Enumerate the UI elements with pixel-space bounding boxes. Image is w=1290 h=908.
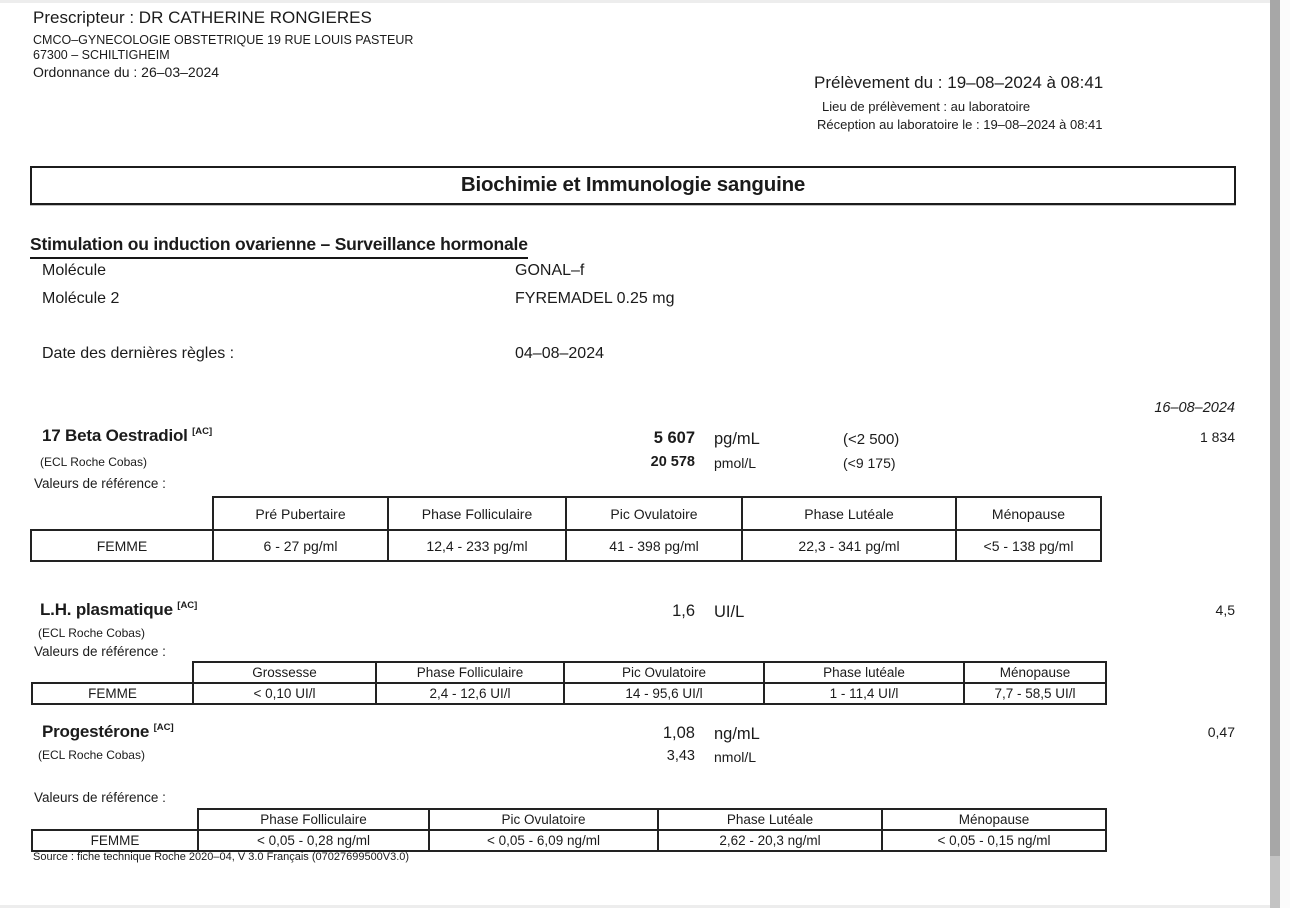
progesterone-reference-label: Valeurs de référence : bbox=[34, 790, 166, 805]
table-header-cell: Phase Folliculaire bbox=[198, 809, 429, 830]
molecule2-label: Molécule 2 bbox=[42, 290, 120, 307]
test-flag-ac: [AC] bbox=[192, 426, 213, 437]
table-data-row bbox=[32, 830, 1106, 851]
table-value-cell: <5 - 138 pg/ml bbox=[956, 530, 1101, 561]
prescriber-address-line2: 67300 – SCHILTIGHEIM bbox=[33, 48, 170, 62]
table-header-cell: Pic Ovulatoire bbox=[566, 497, 742, 530]
lh-result: 1,6 bbox=[672, 602, 695, 620]
lh-previous-value: 4,5 bbox=[1215, 602, 1235, 618]
table-row-label: FEMME bbox=[31, 530, 213, 561]
table-header-cell: Phase Folliculaire bbox=[388, 497, 566, 530]
table-header-cell: Pré Pubertaire bbox=[213, 497, 388, 530]
prescriber-address-line1: CMCO–GYNECOLOGIE OBSTETRIQUE 19 RUE LOUIS PASTEUR bbox=[33, 33, 414, 47]
table-value-cell: 22,3 - 341 pg/ml bbox=[742, 530, 956, 561]
table-value-cell: 41 - 398 pg/ml bbox=[566, 530, 742, 561]
table-header-cell: Grossesse bbox=[193, 662, 376, 683]
progesterone-previous-value: 0,47 bbox=[1207, 724, 1235, 740]
report-title: Biochimie et Immunologie sanguine bbox=[30, 166, 1236, 205]
progesterone-result-nmoll: 3,43 bbox=[666, 748, 695, 764]
test-name-text: 17 Beta Oestradiol bbox=[42, 426, 188, 445]
table-value-cell: 1 - 11,4 UI/l bbox=[764, 683, 964, 704]
progesterone-result-ngml: 1,08 bbox=[662, 724, 695, 742]
test-flag-ac: [AC] bbox=[153, 722, 174, 733]
test-name-text: L.H. plasmatique bbox=[40, 600, 173, 619]
table-data-row bbox=[32, 683, 1106, 704]
sampling-place: Lieu de prélèvement : au laboratoire bbox=[822, 99, 1031, 114]
progesterone-unit-ngml: ng/mL bbox=[714, 725, 760, 743]
progesterone-unit-nmoll: nmol/L bbox=[714, 749, 757, 765]
scrollbar-track-end bbox=[1270, 856, 1280, 908]
molecule2-value: FYREMADEL 0.25 mg bbox=[515, 290, 675, 307]
table-header-cell: Ménopause bbox=[964, 662, 1106, 683]
oestradiol-method: (ECL Roche Cobas) bbox=[40, 455, 147, 469]
table-header-cell: Phase Lutéale bbox=[658, 809, 882, 830]
oestradiol-reference-label: Valeurs de référence : bbox=[34, 476, 166, 491]
page-top-edge bbox=[0, 0, 1290, 3]
last-period-label: Date des dernières règles : bbox=[42, 345, 235, 362]
table-corner-cell bbox=[32, 662, 193, 683]
test-name-text: Progestérone bbox=[42, 722, 150, 741]
page-right-margin bbox=[1280, 0, 1290, 908]
table-row-label: FEMME bbox=[32, 683, 193, 704]
table-value-cell: 12,4 - 233 pg/ml bbox=[388, 530, 566, 561]
table-header-cell: Pic Ovulatoire bbox=[429, 809, 658, 830]
oestradiol-refrange-pgml: (<2 500) bbox=[843, 431, 900, 448]
progesterone-method: (ECL Roche Cobas) bbox=[38, 748, 145, 762]
table-header-cell: Ménopause bbox=[956, 497, 1101, 530]
table-value-cell: 2,4 - 12,6 UI/l bbox=[376, 683, 564, 704]
table-header-row bbox=[31, 497, 1101, 530]
molecule1-label: Molécule bbox=[42, 262, 107, 279]
table-value-cell: 6 - 27 pg/ml bbox=[213, 530, 388, 561]
sampling-date: Prélèvement du : 19–08–2024 à 08:41 bbox=[814, 73, 1104, 92]
oestradiol-refrange-pmoll: (<9 175) bbox=[843, 455, 896, 471]
table-header-cell: Phase Folliculaire bbox=[376, 662, 564, 683]
table-value-cell: 7,7 - 58,5 UI/l bbox=[964, 683, 1106, 704]
lh-reference-table bbox=[31, 661, 1107, 705]
table-header-cell: Phase lutéale bbox=[764, 662, 964, 683]
oestradiol-result-pmoll: 20 578 bbox=[650, 454, 695, 470]
table-header-cell: Ménopause bbox=[882, 809, 1106, 830]
table-value-cell: < 0,05 - 0,28 ng/ml bbox=[198, 830, 429, 851]
last-period-value: 04–08–2024 bbox=[515, 345, 604, 362]
section-heading: Stimulation ou induction ovarienne – Surveillance hormonale bbox=[30, 234, 528, 259]
oestradiol-result-pgml: 5 607 bbox=[653, 429, 695, 447]
table-value-cell: < 0,05 - 0,15 ng/ml bbox=[882, 830, 1106, 851]
source-note: Source : fiche technique Roche 2020–04, V 3.0 Français (07027699500V3.0) bbox=[33, 851, 410, 863]
test-name-lh bbox=[40, 600, 197, 620]
test-name-oestradiol bbox=[42, 426, 212, 446]
table-row-label: FEMME bbox=[32, 830, 198, 851]
table-value-cell: 2,62 - 20,3 ng/ml bbox=[658, 830, 882, 851]
table-corner-cell bbox=[32, 809, 198, 830]
previous-results-date: 16–08–2024 bbox=[1154, 400, 1235, 416]
molecule1-value: GONAL–f bbox=[515, 262, 585, 279]
ordonnance-date: Ordonnance du : 26–03–2024 bbox=[33, 64, 220, 80]
table-header-row bbox=[32, 662, 1106, 683]
lh-method: (ECL Roche Cobas) bbox=[38, 626, 145, 640]
oestradiol-previous-value: 1 834 bbox=[1199, 429, 1235, 445]
prescriber-line: Prescripteur : DR CATHERINE RONGIERES bbox=[33, 8, 372, 27]
lab-reception-date: Réception au laboratoire le : 19–08–2024 à 08:41 bbox=[817, 117, 1103, 132]
table-value-cell: < 0,10 UI/l bbox=[193, 683, 376, 704]
test-name-progesterone bbox=[42, 722, 174, 742]
test-flag-ac: [AC] bbox=[177, 600, 198, 611]
progesterone-reference-table bbox=[31, 808, 1107, 852]
oestradiol-unit-pgml: pg/mL bbox=[714, 430, 760, 448]
table-header-row bbox=[32, 809, 1106, 830]
table-value-cell: < 0,05 - 6,09 ng/ml bbox=[429, 830, 658, 851]
table-corner-cell bbox=[31, 497, 213, 530]
lh-reference-label: Valeurs de référence : bbox=[34, 644, 166, 659]
oestradiol-reference-table bbox=[30, 496, 1102, 562]
oestradiol-unit-pmoll: pmol/L bbox=[714, 455, 757, 471]
table-value-cell: 14 - 95,6 UI/l bbox=[564, 683, 764, 704]
table-header-cell: Phase Lutéale bbox=[742, 497, 956, 530]
scrollbar[interactable] bbox=[1270, 0, 1280, 908]
lh-unit: UI/L bbox=[714, 603, 745, 621]
table-data-row bbox=[31, 530, 1101, 561]
table-header-cell: Pic Ovulatoire bbox=[564, 662, 764, 683]
